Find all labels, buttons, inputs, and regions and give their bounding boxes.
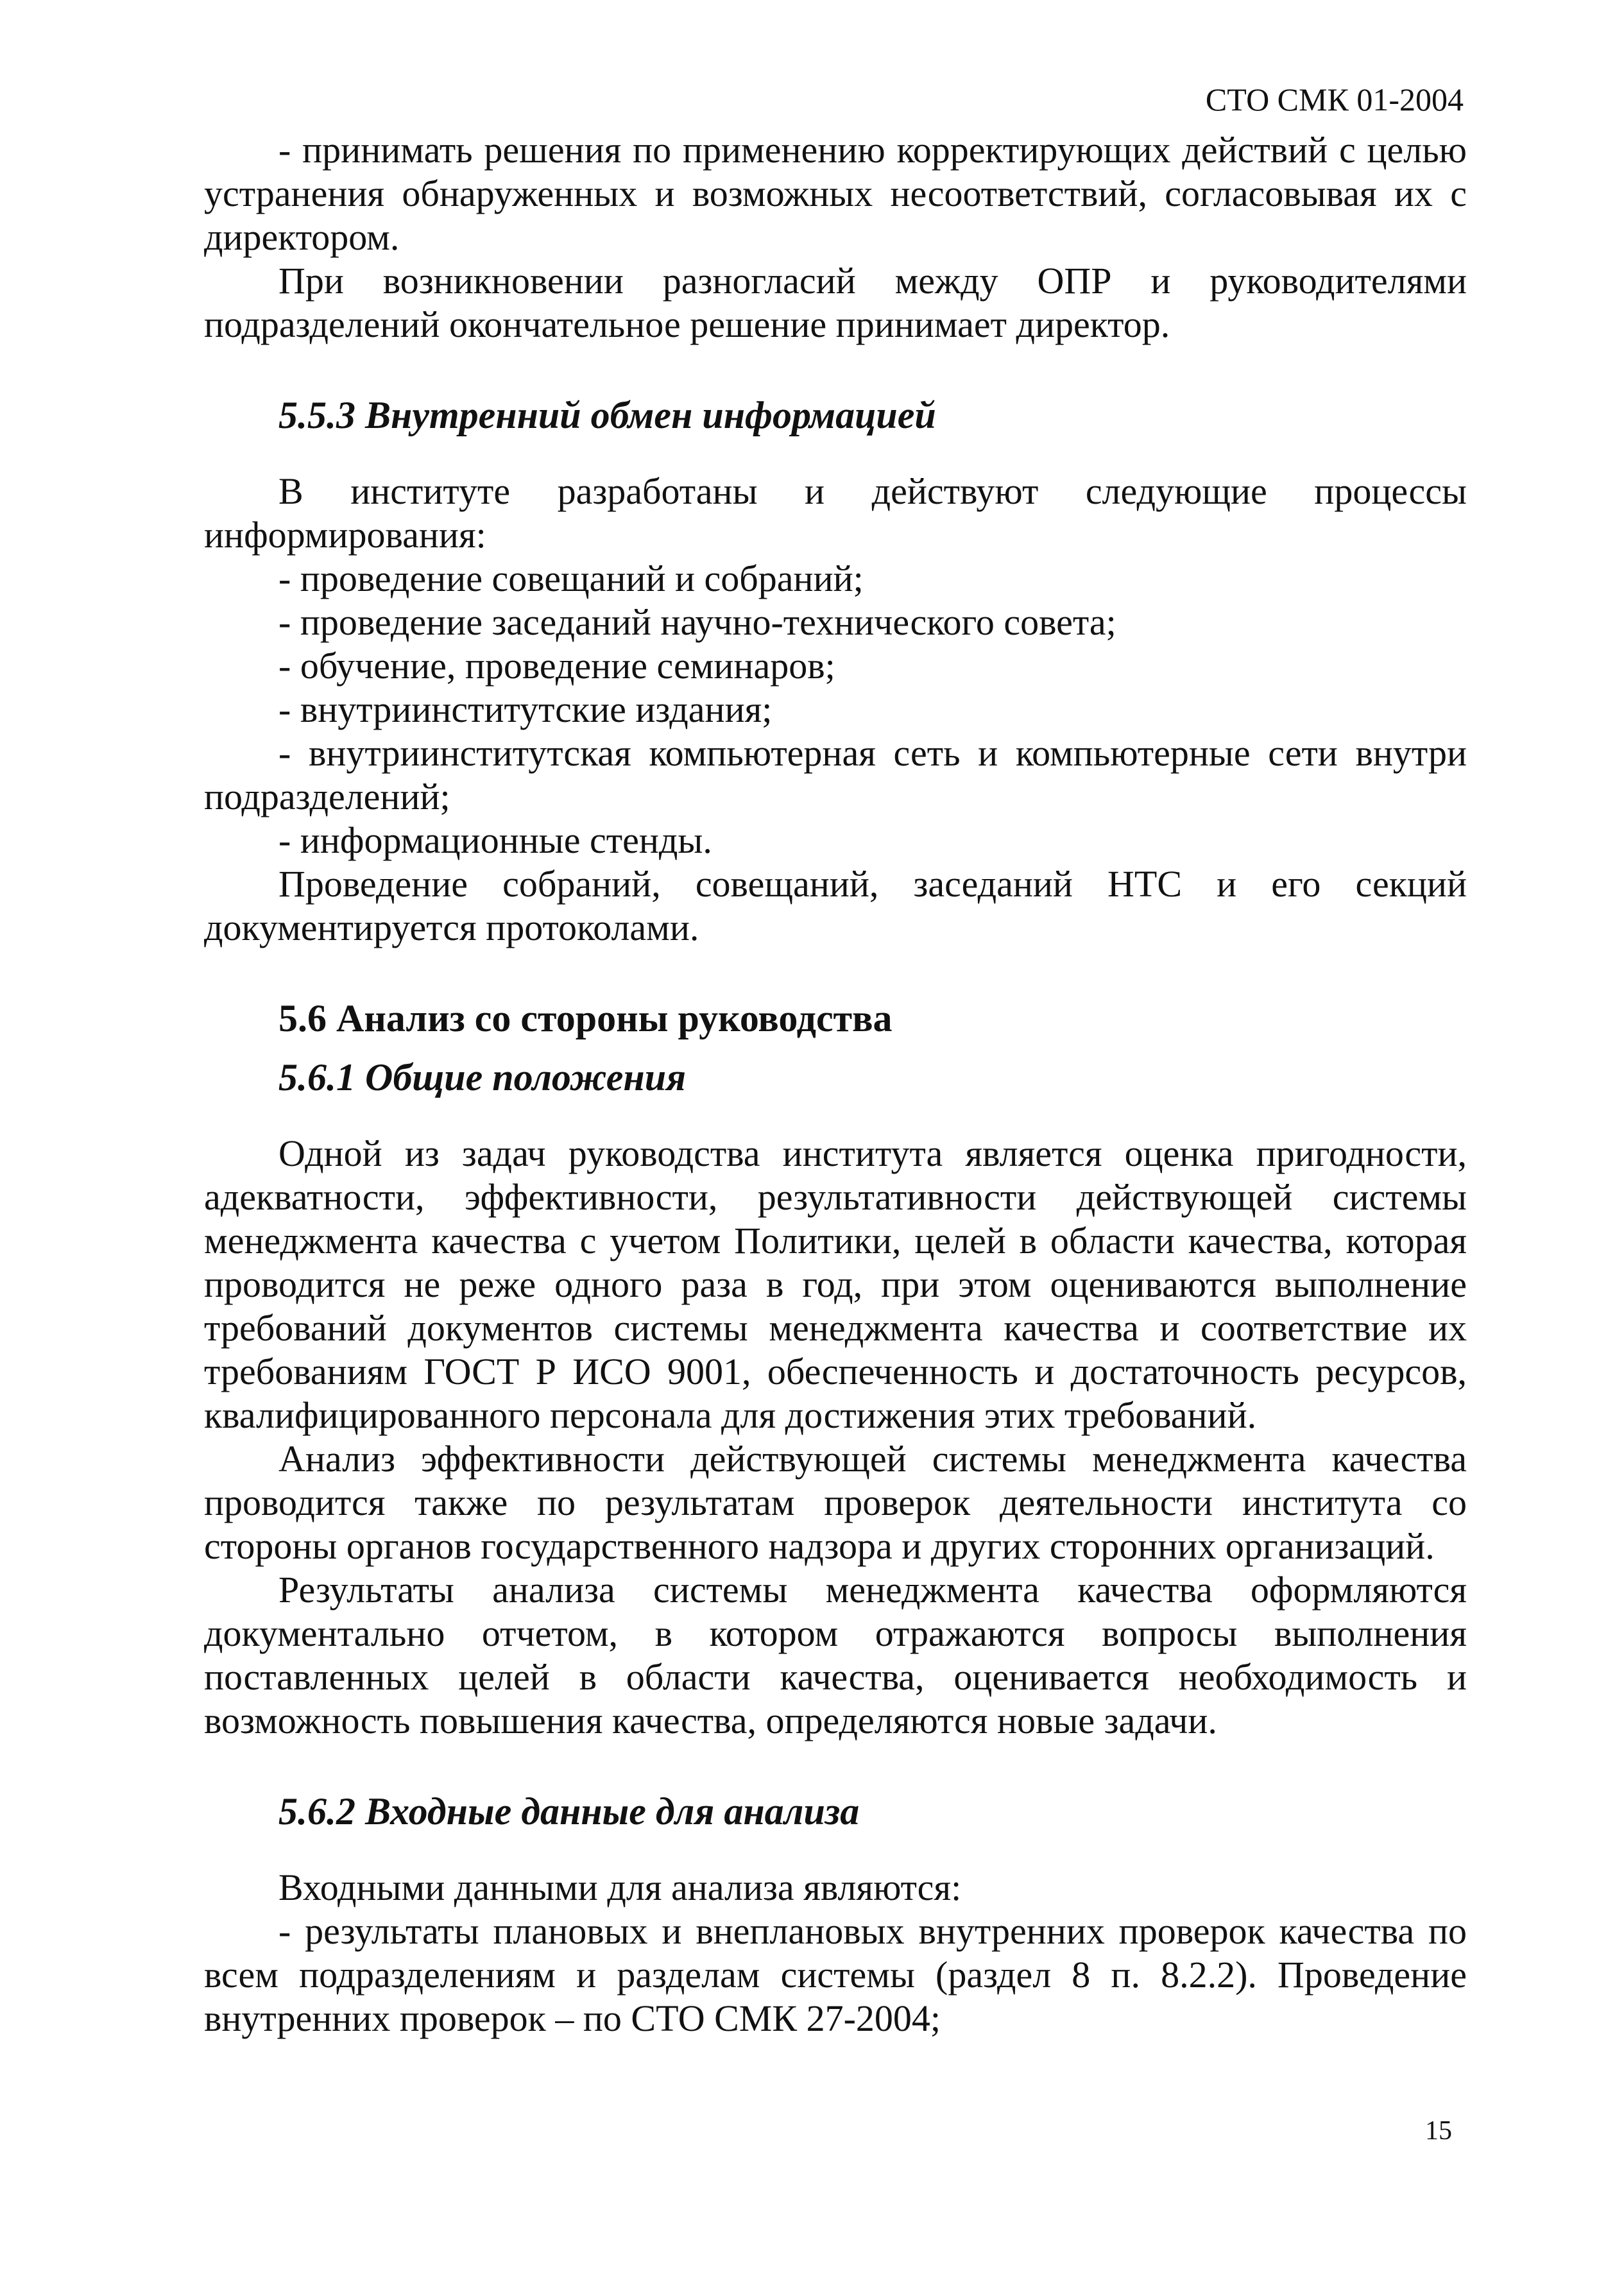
paragraph-disagreements: При возникновении разногласий между ОПР и руководителями подразделений окончательное решение принимает директор. [204,260,1467,345]
paragraph-protocols: Проведение собраний, совещаний, заседаний НТС и его секций документируется протоколами. [204,863,1467,948]
document-body [204,128,1467,2040]
list-item: - внутриинститутские издания; [278,688,773,730]
paragraph-analysis-results: Результаты анализа системы менеджмента качества оформляются документально отчетом, в котором отражаются вопросы выполнения поставленных целей в области качества, оценивается необходимость и возможность повышения качества, определяются новые задачи. [204,1569,1467,1741]
heading-5-5-3: 5.5.3 Внутренний обмен информацией [278,394,936,436]
list-item: - проведение заседаний научно-технического совета; [278,601,1116,643]
document-code: СТО СМК 01-2004 [1205,81,1464,117]
page-number: 15 [1425,2116,1452,2146]
heading-5-6-2: 5.6.2 Входные данные для анализа [278,1790,860,1833]
list-item: - проведение совещаний и собраний; [278,558,864,599]
paragraph-corrective-actions: - принимать решения по применению корректирующих действий с целью устранения обнаруженных и возможных несоответствий, согласовывая их с директором. [204,129,1467,258]
heading-5-6-1: 5.6.1 Общие положения [278,1056,686,1099]
list-item: - результаты плановых и внеплановых внутренних проверок качества по всем подразделениям и разделам системы (раздел 8 п. 8.2.2). Проведение внутренних проверок – по СТО СМК 27-2004; [204,1910,1467,2039]
paragraph-input-data: Входными данными для анализа являются: [278,1867,962,1908]
list-item: - обучение, проведение семинаров; [278,645,835,687]
list-item: - информационные стенды. [278,819,712,861]
paragraph-management-tasks: Одной из задач руководства института является оценка пригодности, адекватности, эффективности, результативности действующей системы менеджмента качества с учетом Политики, целей в области качества, которая проводится не реже одного раза в год, при этом оцениваются выполнение требований документов системы менеджмента качества и соответствие их требованиям ГОСТ Р ИСО 9001, обеспеченность и достаточность ресурсов, квалифицированного персонала для достижения этих требований. [204,1133,1467,1436]
paragraph-effectiveness-analysis: Анализ эффективности действующей системы менеджмента качества проводится также по результатам проверок деятельности института со стороны органов государственного надзора и других сторонних организаций. [204,1438,1467,1567]
paragraph-info-processes: В институте разработаны и действуют следующие процессы информирования: [204,470,1467,556]
list-item: - внутриинститутская компьютерная сеть и компьютерные сети внутри подразделений; [204,732,1467,817]
heading-5-6: 5.6 Анализ со стороны руководства [278,997,893,1039]
